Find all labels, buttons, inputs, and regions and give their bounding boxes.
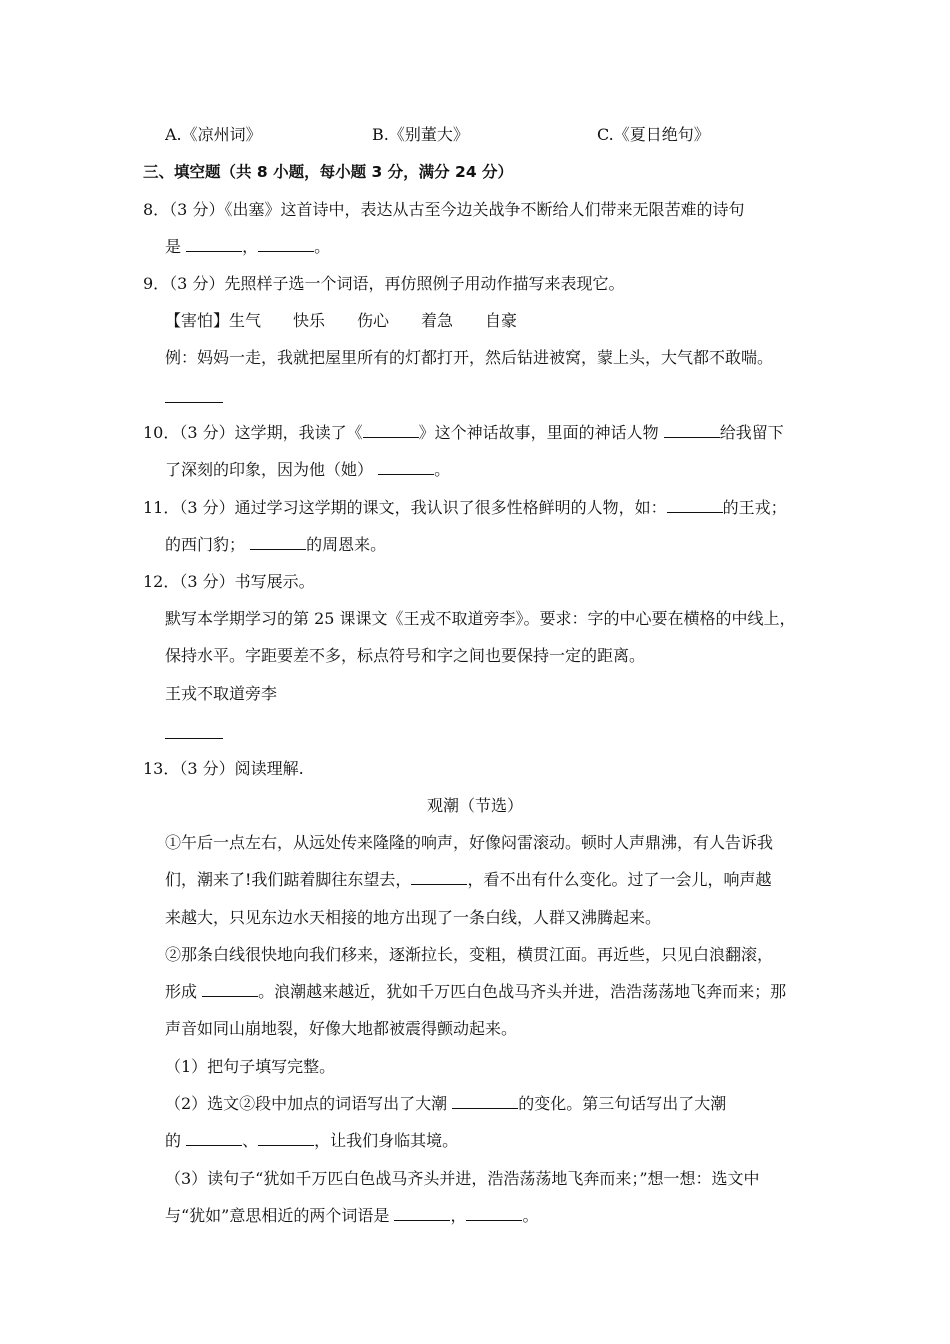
passage-title: 观潮（节选） (426, 796, 523, 815)
answer-blank[interactable] (411, 870, 467, 885)
q9-line1: 9．（3 分）先照样子选一个词语，再仿照例子用动作描写来表现它。 (143, 274, 625, 293)
answer-blank[interactable] (664, 423, 720, 438)
q9-words: 【害怕】生气 快乐 伤心 着急 自豪 (165, 311, 518, 330)
q13-sub1: （1）把句子填写完整。 (165, 1057, 336, 1076)
answer-blank[interactable] (258, 237, 314, 252)
passage-p2-l2: 形成 。浪潮越来越近，犹如千万匹白色战马齐头并进，浩浩荡荡地飞奔而来；那 (165, 982, 787, 1001)
answer-blank[interactable] (394, 1206, 450, 1221)
answer-blank[interactable] (466, 1206, 522, 1221)
answer-blank[interactable] (378, 460, 434, 475)
answer-blank[interactable] (186, 237, 242, 252)
answer-blank[interactable] (452, 1094, 518, 1109)
passage-p1-l1: ①午后一点左右，从远处传来隆隆的响声，好像闷雷滚动。顿时人声鼎沸，有人告诉我 (165, 833, 774, 852)
answer-blank[interactable] (250, 535, 306, 550)
q13-sub3-l2: 与“犹如”意思相近的两个词语是 ， 。 (165, 1206, 539, 1225)
q10-line2: 了深刻的印象，因为他（她） 。 (165, 460, 451, 479)
section-title: 三、填空题（共 8 小题，每小题 3 分，满分 24 分） (143, 163, 514, 181)
q9-example: 例：妈妈一走，我就把屋里所有的灯都打开，然后钻进被窝，蒙上头，大气都不敢喘。 (165, 348, 774, 367)
passage-p1-l2: 们，潮来了!我们踮着脚往东望去， ，看不出有什么变化。过了一会儿，响声越 (165, 870, 772, 889)
q11-line1: 11．（3 分）通过学习这学期的课文，我认识了很多性格鲜明的人物，如： 的王戎； (143, 498, 787, 517)
q13-line1: 13．（3 分）阅读理解. (143, 759, 304, 778)
option-b: B.《别董大》 (372, 125, 469, 144)
passage-p2-l1: ②那条白线很快地向我们移来，逐渐拉长，变粗，横贯江面。再近些，只见白浪翻滚， (165, 945, 774, 964)
answer-blank[interactable] (186, 1131, 242, 1146)
q11-line2: 的西门豹； 的周恩来。 (165, 535, 387, 554)
answer-blank[interactable] (165, 402, 223, 403)
q13-sub3-l1: （3）读句子“犹如千万匹白色战马齐头并进，浩浩荡荡地飞奔而来；”想一想：选文中 (165, 1169, 760, 1188)
q10-line1: 10．（3 分）这学期，我读了《 》这个神话故事，里面的神话人物 给我留下 (143, 423, 784, 442)
passage-p1-l3: 来越大，只见东边水天相接的地方出现了一条白线，人群又沸腾起来。 (165, 908, 662, 927)
q13-sub2-l2: 的 、 ，让我们身临其境。 (165, 1131, 459, 1150)
q13-sub2-l1: （2）选文②段中加点的词语写出了大潮 的变化。第三句话写出了大潮 (165, 1094, 727, 1113)
answer-blank[interactable] (363, 423, 419, 438)
q12-line2: 默写本学期学习的第 25 课课文《王戎不取道旁李》。要求：字的中心要在横格的中线上， (165, 609, 796, 628)
answer-blank[interactable] (202, 982, 258, 997)
q12-line3: 保持水平。字距要差不多，标点符号和字之间也要保持一定的距离。 (165, 646, 646, 665)
q8-line1: 8．（3 分）《出塞》这首诗中，表达从古至今边关战争不断给人们带来无限苦难的诗句 (143, 200, 745, 219)
q12-line4: 王戎不取道旁李 (165, 684, 278, 703)
answer-blank[interactable] (165, 738, 223, 739)
answer-blank[interactable] (667, 498, 723, 513)
answer-blank[interactable] (258, 1131, 314, 1146)
q12-line1: 12．（3 分）书写展示。 (143, 572, 315, 591)
q8-line2: 是 ， 。 (165, 237, 331, 256)
option-a: A.《凉州词》 (165, 125, 262, 144)
passage-p2-l3: 声音如同山崩地裂，好像大地都被震得颤动起来。 (165, 1019, 518, 1038)
option-c: C.《夏日绝句》 (597, 125, 710, 144)
